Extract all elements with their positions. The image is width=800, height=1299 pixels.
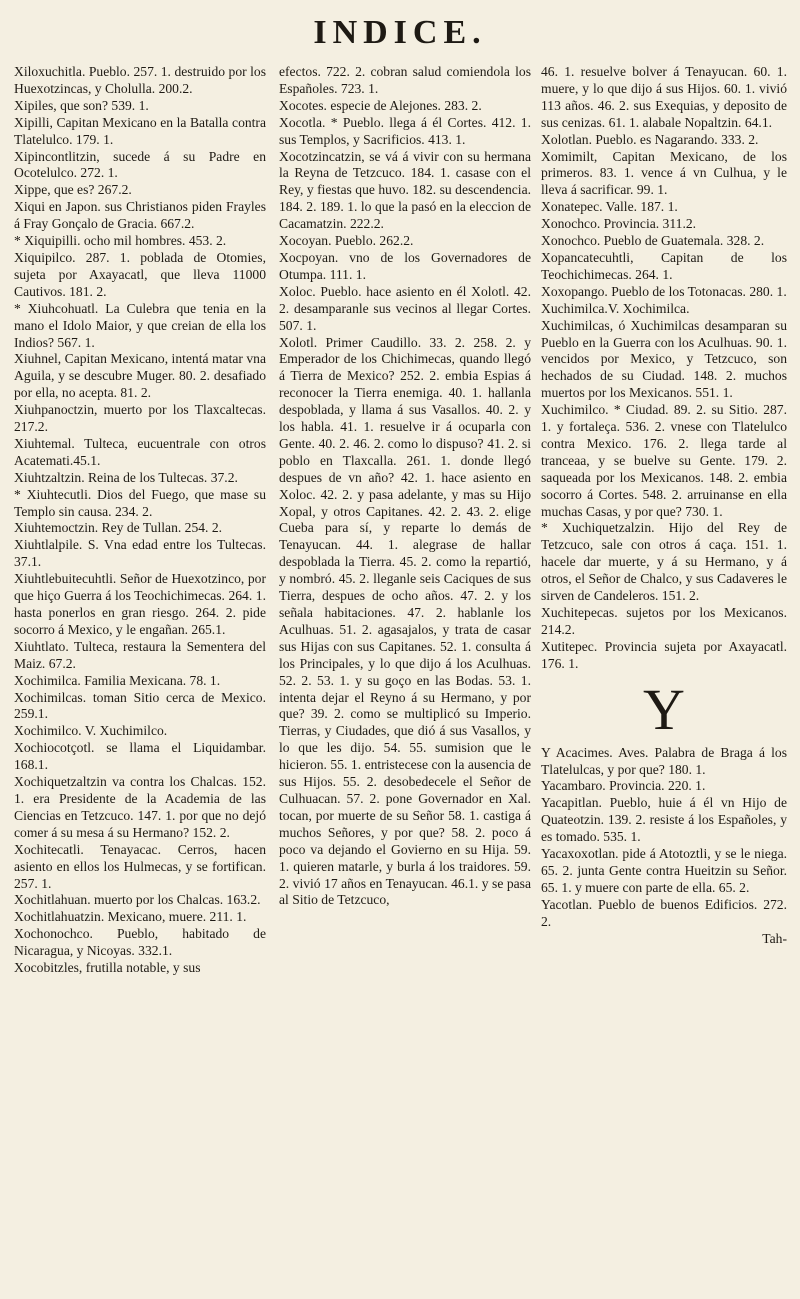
index-entry: Xoloc. Pueblo. hace asiento en él Xolotl. 42. 2. desamparanle sus vecinos al llegar Cortes. 507. 1. xyxy=(279,283,531,333)
index-entry: Xoxopango. Pueblo de los Totonacas. 280. 1. xyxy=(541,283,787,299)
index-entry: Xocotla. * Pueblo. llega á él Cortes. 412. 1. sus Templos, y Sacrificios. 413. 1. xyxy=(279,114,531,147)
index-entry: Xipiles, que son? 539. 1. xyxy=(14,97,149,113)
index-entry: Xiuhtlalpile. S. Vna edad entre los Tultecas. 37.1. xyxy=(14,537,266,570)
index-entry: Xiquipilco. 287. 1. poblada de Otomies, sujeta por Axayacatl, que lleva 11000 Cautivos. 181. 2. xyxy=(14,249,266,299)
index-entry: Xocoyan. Pueblo. 262.2. xyxy=(279,233,414,249)
index-entry: Xiuhnel, Capitan Mexicano, intentá matar vna Aguila, y se descubre Muger. 80. 2. desafiado por ella, no acepta. 81. 2. xyxy=(14,351,266,401)
index-entry: Xopancatecuhtli, Capitan de los Teochichimecas. 264. 1. xyxy=(541,249,787,282)
index-entry: Xonochco. Pueblo de Guatemala. 328. 2. xyxy=(541,233,765,249)
index-column-3 xyxy=(541,64,787,948)
page-title: INDICE. xyxy=(313,14,487,51)
index-column-1 xyxy=(14,64,266,977)
index-entry: Xolotlan. Pueblo. es Nagarando. 333. 2. xyxy=(541,131,759,147)
index-entry: Xochimilco. V. Xuchimilco. xyxy=(14,723,168,739)
index-entry: Xippe, que es? 267.2. xyxy=(14,182,132,198)
index-entry: Xochimilcas. toman Sitio cerca de Mexico. 259.1. xyxy=(14,689,266,722)
index-entry: * Xiuhcohuatl. La Culebra que tenia en la mano el Idolo Maior, y que creian de ella los Indios? 567. 1. xyxy=(14,300,266,350)
index-entry: Xochitlahuan. muerto por los Chalcas. 163.2. xyxy=(14,892,261,908)
index-entry: Xipincontlitzin, sucede á su Padre en Ocotelulco. 272. 1. xyxy=(14,148,266,181)
index-entry: Xomimilt, Capitan Mexicano, de los primeros. 83. 1. vence á vn Culhua, y le lleva á sacrificar. 99. 1. xyxy=(541,148,787,198)
index-entry: * Xiquipilli. ocho mil hombres. 453. 2. xyxy=(14,233,227,249)
index-entry: Yacambaro. Provincia. 220. 1. xyxy=(541,778,706,794)
index-entry: Xocotes. especie de Alejones. 283. 2. xyxy=(279,97,482,113)
index-entry: Xocotzincatzin, se vá á vivir con su hermana la Reyna de Tetzcuco. 184. 1. casase con el Rey, y fiestas que huvo. 182. su descendencia. 184. 2. 189. 1. lo que la pasó en la eleccion de Cacamatzin. 222.2. xyxy=(279,148,531,232)
index-entry: Xochiquetzaltzin va contra los Chalcas. 152. 1. era Presidente de la Academia de las Ciencias en Tetzcuco. 147. 1. por que no dejó comer á su mesa á su Hermano? 152. 2. xyxy=(14,774,266,840)
index-entry: Xiuhpanoctzin, muerto por los Tlaxcaltecas. 217.2. xyxy=(14,402,266,435)
index-entry: Yacapitlan. Pueblo, huie á él vn Hijo de Quateotzin. 139. 2. resiste á los Españoles, y es tomado. 535. 1. xyxy=(541,795,787,845)
index-entry: Xiuhtzaltzin. Reina de los Tultecas. 37.2. xyxy=(14,469,238,485)
section-letter: Y xyxy=(643,676,685,742)
index-entry: * Xiuhtecutli. Dios del Fuego, que mase su Templo sin causa. 234. 2. xyxy=(14,486,266,519)
index-entry: Xolotl. Primer Caudillo. 33. 2. 258. 2. y Emperador de los Chichimecas, quando llegó á Tierra de Mexico? 252. 2. embia Espias á reconocer la Tierra enemiga. 40. 1. hallanla despoblada, y llama á sus Vasallos. 40. 2. y los habla. 41. 1. resuelve ir á ocuparla con Gente. 40. 2. 46. 2. como lo dispuso? 41. 2. si poblo en Tlaxcalla. 261. 1. donde llegó despues de vn año? 42. 1. hace asiento en Xoloc. 42. 2. y pasa adelante, y mas su Hijo Xopal, y otros Capitanes. 42. 2. 43. 2. elige Cueba para sí, y reparte lo demás de Tenayucan. 44. 1. alegrase de hallar despoblada la Tierra. 45. 2. como la repartió, y nombró. 45. 2. lleganle seis Caciques de sus Tierra, despues de ocho años. 47. 2. y los señala habitaciones. 47. 2. hablanle los Aculhuas. 51. 2. agasajalos, y trata de casar sus Hijas con sus Capitanes. 52. 1. consulta á los Principales, y lo que dijo á los Aculhuas. 52. 2. 53. 1. y su goço en las Bodas. 53. 1. intenta dejar el Reyno á su Hermano, y por que? 39. 2. como se multiplicó su Imperio. Tierras, y Ciudades, que dió á sus Vasallos, y lo que les dijo. 54. 55. sumision que le hicieron. 55. 1. entristecese con la ausencia de sus Hijos. 55. 2. desobedecele el Señor de Culhuacan. 57. 2. pone Governador en Xal. tocan, por muerte de su Señor 58. 1. castiga á muchos Señores, y por que? 58. 2. poco á poco va dejando el Govierno en su Hija. 59. 1. quieren matarle, y burla á los traidores. 59. 2. vivió 17 años en Tenayucan. 46.1. y se pasa al Sitio de Tetzcuco, xyxy=(279,334,531,908)
index-entry: Xocobitzles, frutilla notable, y sus xyxy=(14,960,201,976)
index-entry: Yacaxoxotlan. pide á Atotoztli, y se le niega. 65. 2. junta Gente contra Hueitzin su Señor. 65. 1. y muere con parte de ella. 65. 2. xyxy=(541,846,787,895)
index-entry: Xochiocotçotl. se llama el Liquidambar. 168.1. xyxy=(14,740,266,773)
index-entry: Xutitepec. Provincia sujeta por Axayacatl. 176. 1. xyxy=(541,638,787,671)
index-entry: Xuchimilca.V. Xochimilca. xyxy=(541,300,690,316)
index-column-2 xyxy=(279,64,531,909)
index-entry: Xochimilca. Familia Mexicana. 78. 1. xyxy=(14,672,221,688)
index-entry: Xonochco. Provincia. 311.2. xyxy=(541,216,697,232)
index-entry: Xuchitepecas. sujetos por los Mexicanos. 214.2. xyxy=(541,605,787,637)
index-entry: Xochitlahuatzin. Mexicano, muere. 211. 1. xyxy=(14,909,247,925)
index-entry: Xiuhtlebuitecuhtli. Señor de Huexotzinco, por que hiço Guerra á los Teochichimecas. 264. 1. hasta ponerlos en gran riesgo. 264. 2. pide socorro á Mexico, y le engañan. 265.1. xyxy=(14,571,266,637)
index-entry: Xiuhtemoctzin. Rey de Tullan. 254. 2. xyxy=(14,520,223,536)
index-entry: Yacotlan. Pueblo de buenos Edificios. 272. 2. xyxy=(541,896,787,929)
index-entry: Xuchimilcas, ó Xuchimilcas desamparan su Pueblo en la Guerra con los Aculhuas. 90. 1. vencidos por Mexico, y Tetzcuco, son hechados de su Ciudad. 148. 2. muchos muertos por los Mexicanos. 551. 1. xyxy=(541,317,787,401)
index-entry: 46. 1. resuelve bolver á Tenayucan. 60. 1. muere, y lo que dijo á sus Hijos. 60. 1. vivió 113 años. 46. 2. sus Exequias, y deposito de sus cenizas. 61. 1. alabale Nopaltzin. 64.1. xyxy=(541,64,787,130)
index-entry: Xiuhtemal. Tulteca, eucuentrale con otros Acatemati.45.1. xyxy=(14,435,266,468)
index-entry: Xocpoyan. vno de los Governadores de Otumpa. 111. 1. xyxy=(279,249,531,282)
index-entry: efectos. 722. 2. cobran salud comiendola los Españoles. 723. 1. xyxy=(279,64,531,96)
index-entry: Xochonochco. Pueblo, habitado de Nicaragua, y Nicoyas. 332.1. xyxy=(14,926,266,959)
index-entry: Xochitecatli. Tenayacac. Cerros, hacen asiento en ellos los Hulmecas, y se fortifican. 257. 1. xyxy=(14,841,266,891)
index-entry: Xonatepec. Valle. 187. 1. xyxy=(541,199,678,215)
index-entry: * Xuchiquetzalzin. Hijo del Rey de Tetzcuco, sale con otros á caça. 151. 1. hacele dar muerte, y á su Hermano, y á otros, el Señor de Chalco, y sus Cadaveres le sirven de Candeleros. 151. 2. xyxy=(541,520,787,604)
index-entry: Xiuhtlato. Tulteca, restaura la Sementera del Maiz. 67.2. xyxy=(14,638,266,671)
index-entry: Xiqui en Japon. sus Christianos piden Frayles á Fray Gonçalo de Gracia. 667.2. xyxy=(14,199,266,232)
index-entry: Y Acacimes. Aves. Palabra de Braga á los Tlatelulcas, y por que? 180. 1. xyxy=(541,744,787,777)
catchword: Tah- xyxy=(762,930,787,946)
index-entry: Xipilli, Capitan Mexicano en la Batalla contra Tlatelulco. 179. 1. xyxy=(14,114,266,147)
index-entry: Xuchimilco. * Ciudad. 89. 2. su Sitio. 287. 1. y fortaleça. 536. 2. vnese con Tlatelulco contra Mexico. 176. 2. llega tarde al tranceaa, y se buelve su Gente. 179. 2. saqueada por los Mexicanos. 148. 2. embia socorro á Cortes. 548. 2. arruinanse en ella muchas Casas, y por que? 730. 1. xyxy=(541,402,787,519)
index-entry: Xiloxuchitla. Pueblo. 257. 1. destruido por los Huexotzincas, y Cholulla. 200.2. xyxy=(14,64,266,96)
